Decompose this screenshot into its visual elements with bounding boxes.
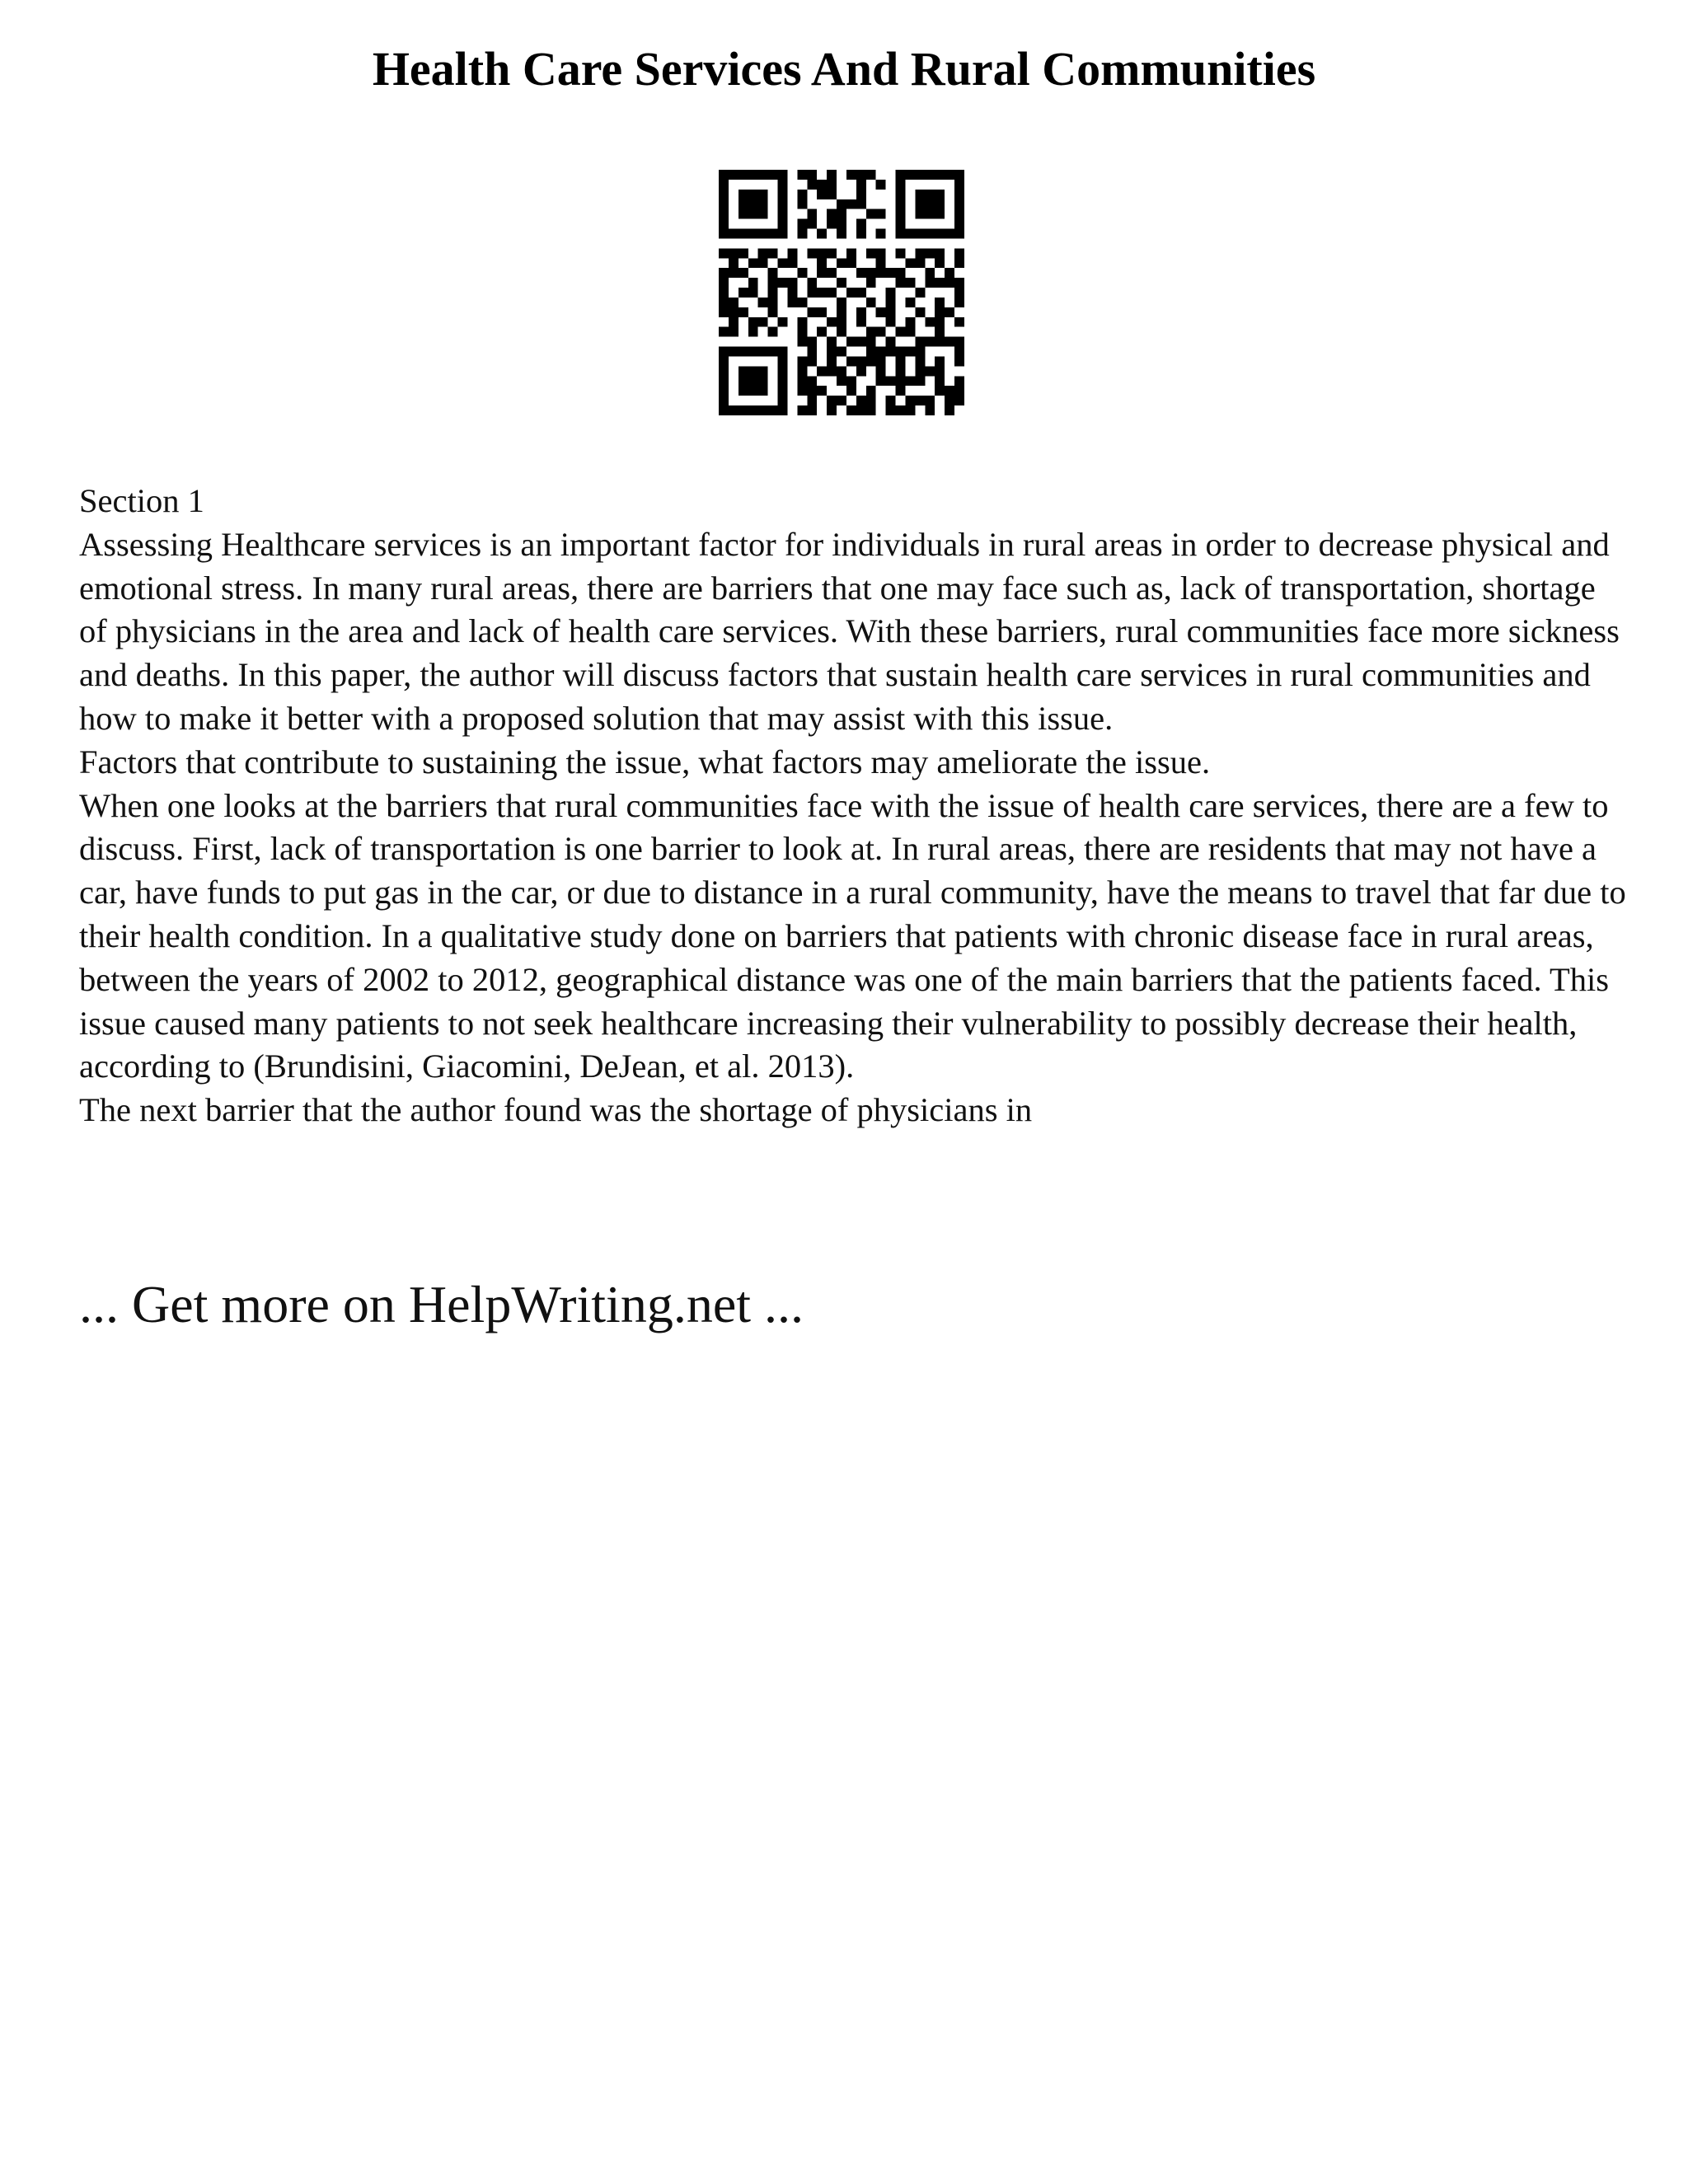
paragraph: When one looks at the barriers that rural communities face with the issue of health care services, there are a few to discuss. First, lack of transportation is one barrier to look at. In rural areas, there are residents that may not have a car, have funds to put gas in the car, or due to distance in a rural community, have the means to travel that far due to their health condition. In a qualitative study done on barriers that patients with chronic disease face in rural areas, between the years of 2002 to 2012, geographical distance was one of the main barriers that the patients faced. This issue caused many patients to not seek healthcare increasing their vulnerability to possibly decrease their health, according to (Brundisini, Giacomini, DeJean, et al. 2013). [79,786,1626,1085]
get-more-link[interactable]: ... Get more on HelpWriting.net ... [79,1275,804,1333]
qr-code-icon[interactable] [719,170,964,415]
paragraph: Factors that contribute to sustaining the issue, what factors may ameliorate the issue. [79,743,1211,780]
section-heading: Section 1 [79,482,204,519]
paragraph: Assessing Healthcare services is an important factor for individuals in rural areas in order to decrease physical and emotional stress. In many rural areas, there are barriers that one may face such as, lack of transportation, shortage of physicians in the area and lack of health care services. With these barriers, rural communities face more sickness and deaths. In this paper, the author will discuss factors that sustain health care services in rural communities and how to make it better with a proposed solution that may assist with this issue. [79,525,1620,737]
body-text [79,480,1629,1132]
document-title: Health Care Services And Rural Communities [372,42,1316,96]
paragraph: The next barrier that the author found was the shortage of physicians in [79,1091,1033,1129]
